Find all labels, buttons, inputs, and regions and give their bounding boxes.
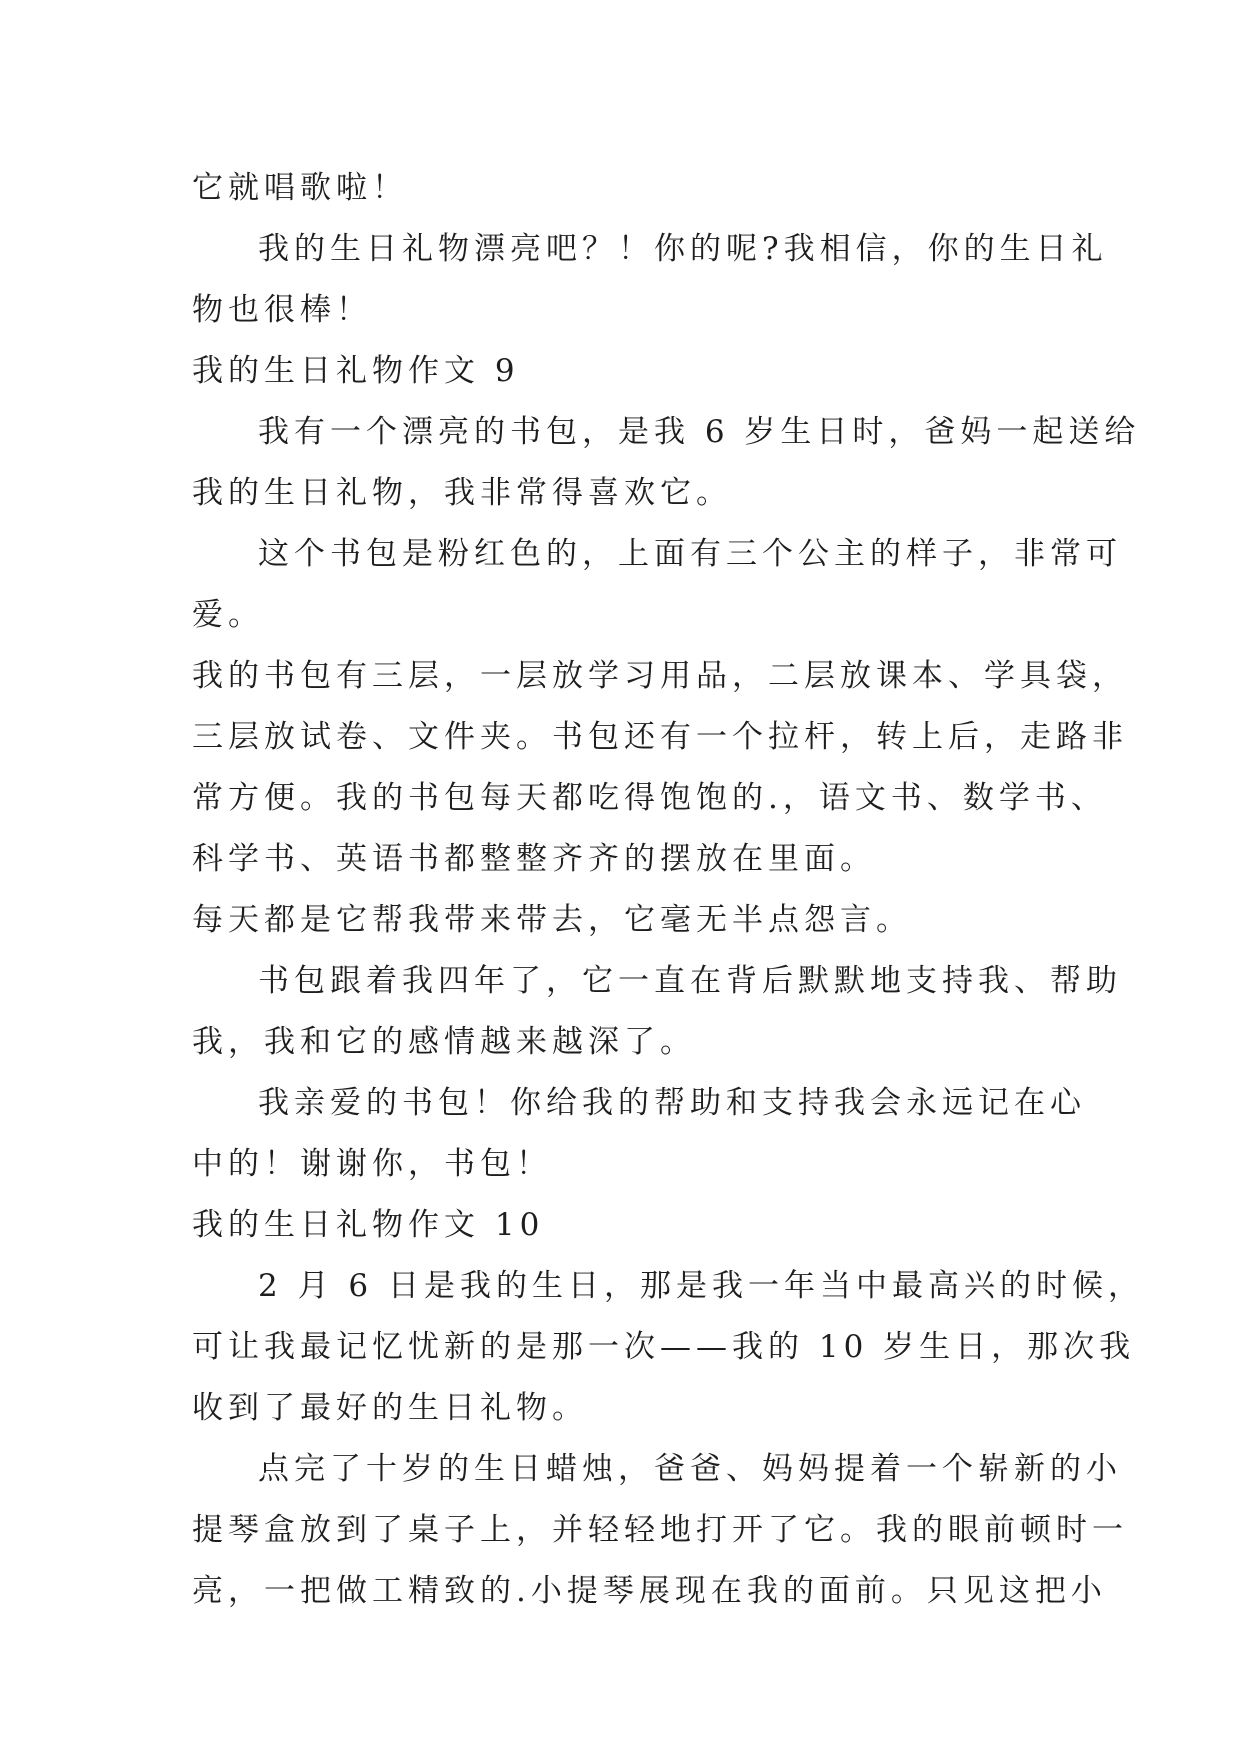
text-line: 亮，一把做工精致的.小提琴展现在我的面前。只见这把小: [192, 1573, 1107, 1609]
text-line: 中的！谢谢你，书包！: [192, 1146, 552, 1182]
section-heading-10: 我的生日礼物作文 10: [192, 1207, 545, 1243]
text-line: 我的书包有三层，一层放学习用品，二层放课本、学具袋，: [192, 658, 1128, 694]
text-line: 我的生日礼物，我非常得喜欢它。: [192, 475, 732, 511]
text-line: 每天都是它帮我带来带去，它毫无半点怨言。: [192, 902, 912, 938]
text-line: 三层放试卷、文件夹。书包还有一个拉杆，转上后，走路非: [192, 719, 1128, 755]
paragraph-start: 我亲爱的书包！你给我的帮助和支持我会永远记在心: [258, 1085, 1086, 1121]
text-line: 爱。: [192, 597, 264, 633]
text-line: 提琴盒放到了桌子上，并轻轻地打开了它。我的眼前顿时一: [192, 1512, 1128, 1548]
paragraph-start: 点完了十岁的生日蜡烛，爸爸、妈妈提着一个崭新的小: [258, 1451, 1122, 1487]
paragraph-start: 我的生日礼物漂亮吧？！你的呢?我相信，你的生日礼: [258, 231, 1108, 267]
text-line: 科学书、英语书都整整齐齐的摆放在里面。: [192, 841, 876, 877]
paragraph-start: 我有一个漂亮的书包，是我 6 岁生日时，爸妈一起送给: [258, 414, 1141, 450]
text-line: 常方便。我的书包每天都吃得饱饱的.，语文书、数学书、: [192, 780, 1107, 816]
text-line: 物也很棒！: [192, 292, 372, 328]
paragraph-start: 2 月 6 日是我的生日，那是我一年当中最高兴的时候，: [258, 1268, 1145, 1304]
text-line: 可让我最记忆忧新的是那一次——我的 10 岁生日，那次我: [192, 1329, 1136, 1365]
text-line: 它就唱歌啦！: [192, 170, 408, 206]
section-heading-9: 我的生日礼物作文 9: [192, 353, 520, 389]
document-body: [192, 158, 1145, 1622]
text-line: 我，我和它的感情越来越深了。: [192, 1024, 696, 1060]
text-line: 收到了最好的生日礼物。: [192, 1390, 588, 1426]
paragraph-start: 书包跟着我四年了，它一直在背后默默地支持我、帮助: [258, 963, 1122, 999]
paragraph-start: 这个书包是粉红色的，上面有三个公主的样子，非常可: [258, 536, 1122, 572]
